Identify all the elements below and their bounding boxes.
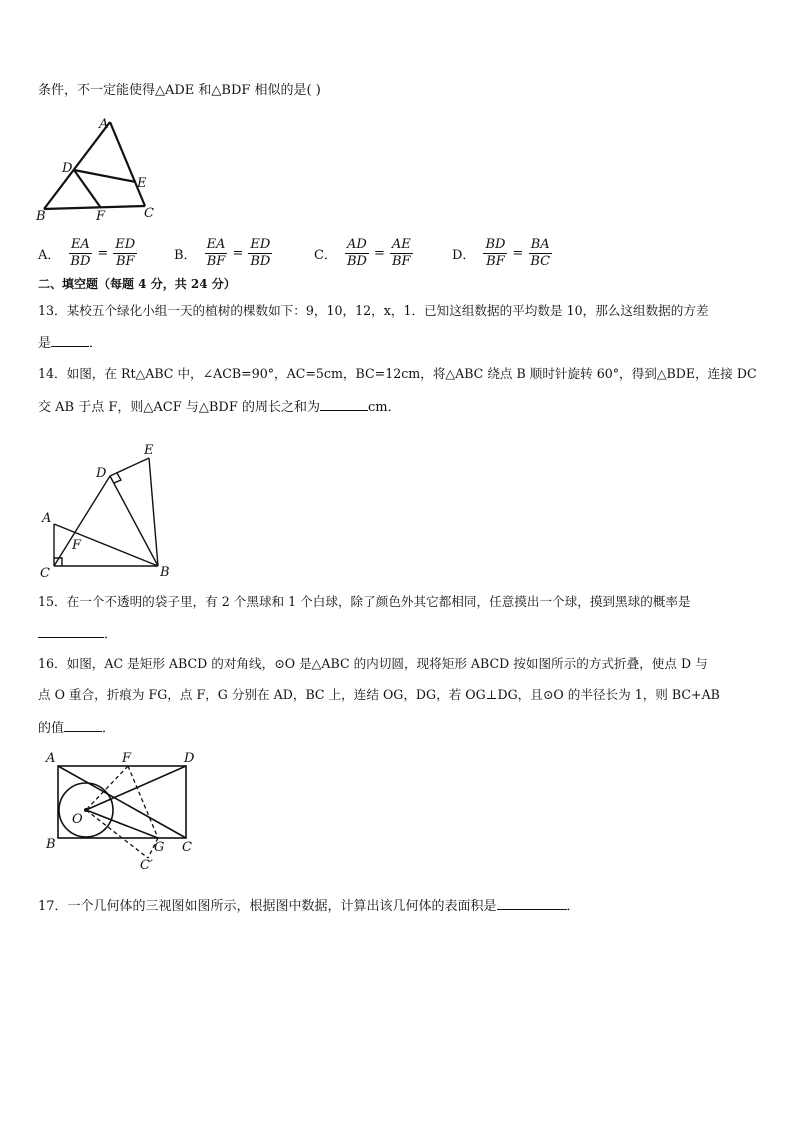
q13-line2-after: ．	[89, 336, 103, 351]
q16-dashed-fo	[86, 766, 128, 810]
q14-line1: 14．如图，在 Rt△ABC 中，∠ACB=90°，AC=5cm，BC=12cm，将△ABC 绕点 B 顺时针旋转 60°，得到△BDE，连接 DC	[38, 366, 757, 381]
q16-label-b: B	[46, 837, 56, 852]
q12-option-b-right-frac	[248, 237, 272, 270]
q12-label-b: B	[36, 209, 46, 224]
q16-label-g: G	[154, 840, 165, 855]
q12-option-c-equals: =	[373, 245, 385, 261]
q12-option-d-right-frac	[528, 237, 552, 270]
q12-option-d-left-frac	[483, 237, 507, 270]
q12-stem: 条件，不一定能使得△ADE 和△BDF 相似的是( )	[38, 83, 321, 98]
q12-label-a: A	[99, 117, 109, 132]
q12-option-b[interactable]	[174, 233, 272, 273]
q16-label-a: A	[46, 751, 56, 766]
q12-side-bc	[44, 206, 145, 209]
q12-option-d-left-num: BD	[485, 236, 506, 252]
q14-segment-dc	[54, 476, 110, 566]
q14-figure	[36, 440, 178, 580]
q12-option-d-left-den: BF	[486, 253, 505, 269]
q12-option-d-letter: D．	[452, 247, 476, 263]
q12-side-ab	[44, 122, 110, 209]
q16-answer-blank[interactable]	[64, 717, 102, 732]
q14-answer-blank[interactable]	[320, 396, 368, 411]
q14-side-de	[110, 458, 149, 476]
q16-diagonal-ac	[58, 766, 186, 838]
q15-answer-blank[interactable]	[38, 623, 104, 638]
q12-option-b-letter: B．	[174, 247, 197, 263]
q12-options	[38, 233, 598, 273]
q12-option-a-right-num: ED	[115, 236, 136, 252]
q12-option-a-equals: =	[97, 245, 109, 261]
q14-label-a: A	[42, 511, 52, 526]
q16-line3-after: ．	[102, 721, 116, 736]
q17-line1-after: ．	[566, 899, 580, 914]
q12-option-a-right-frac	[113, 237, 137, 270]
q12-segment-df	[74, 170, 101, 208]
q12-option-b-right-den: BD	[250, 253, 271, 269]
q14-label-d: D	[96, 466, 107, 481]
q12-label-f: F	[96, 209, 106, 224]
q14-label-e: E	[144, 443, 154, 458]
q16-line2: 点 O 重合，折痕为 FG，点 F，G 分别在 AD，BC 上，连结 OG，DG，若 OG⊥DG，且⊙O 的半径长为 1，则 BC+AB	[38, 687, 720, 702]
q12-option-a-left-den: BD	[70, 253, 91, 269]
q16-label-f: F	[122, 751, 132, 766]
q16-label-d: D	[184, 751, 195, 766]
q17-answer-blank[interactable]	[497, 895, 567, 910]
q13-line1: 13．某校五个绿化小组一天的植树的棵数如下：9，10，12，x，1．已知这组数据的平均数是 10，那么这组数据的方差	[38, 303, 709, 318]
q12-option-c-right-den: BF	[392, 253, 411, 269]
q14-label-f: F	[72, 538, 82, 553]
q12-option-a[interactable]	[38, 233, 137, 273]
q12-option-b-right-num: ED	[250, 236, 271, 252]
q17-line1-before: 17．一个几何体的三视图如图所示，根据图中数据，计算出该几何体的表面积是	[38, 899, 497, 914]
q12-option-c-left-den: BD	[346, 253, 367, 269]
q12-side-ac	[110, 122, 145, 206]
q12-segment-de	[74, 170, 136, 182]
q14-side-be	[149, 458, 158, 566]
q16-fold-fg	[128, 766, 158, 838]
q12-option-c-right-frac	[390, 237, 413, 270]
q14-label-b: B	[160, 565, 170, 580]
q16-line3	[38, 717, 115, 738]
q12-option-b-left-den: BF	[206, 253, 226, 269]
q12-label-d: D	[62, 161, 73, 176]
q13-answer-blank[interactable]	[51, 332, 89, 347]
q12-option-b-left-frac	[205, 237, 228, 270]
q17-line1	[38, 895, 580, 916]
q14-side-ab	[54, 524, 158, 566]
q12-label-e: E	[137, 176, 147, 191]
q14-label-c: C	[40, 566, 50, 580]
q16-label-o: O	[72, 812, 83, 827]
q12-option-d-right-den: BC	[530, 253, 551, 269]
q12-option-c-left-frac	[345, 237, 369, 270]
q16-line3-before: 的值	[38, 721, 65, 736]
q12-label-c: C	[144, 206, 154, 221]
q16-label-c: C	[182, 840, 192, 855]
q13-line2	[38, 332, 102, 353]
q12-option-c-left-num: AD	[347, 236, 367, 252]
section-heading-fill-in: 二、填空题（每题 4 分，共 24 分）	[38, 277, 236, 291]
q12-option-d-equals: =	[512, 245, 524, 261]
q16-line1: 16．如图，AC 是矩形 ABCD 的对角线，⊙O 是△ABC 的内切圆，现将矩形 ABCD 按如图所示的方式折叠，使点 D 与	[38, 656, 708, 671]
q12-option-a-left-num: EA	[70, 236, 90, 252]
q12-option-c-right-num: AE	[391, 236, 411, 252]
q12-option-a-left-frac	[68, 237, 92, 270]
q12-option-a-right-den: BF	[115, 253, 135, 269]
q16-dashed-oc-prime	[86, 810, 148, 858]
q14-line2-before: 交 AB 于点 F，则△ACF 与△BDF 的周长之和为	[38, 400, 320, 415]
q15-line2-after: ．	[104, 627, 118, 642]
q14-side-bd	[110, 476, 158, 566]
q12-option-b-left-num: EA	[206, 236, 226, 252]
q12-option-c-letter: C．	[314, 247, 337, 263]
q16-segment-og	[86, 810, 158, 838]
q12-option-b-equals: =	[232, 245, 244, 261]
q12-option-a-letter: A．	[38, 247, 61, 263]
q12-option-d-right-num: BA	[530, 236, 550, 252]
q12-option-c[interactable]	[314, 233, 413, 273]
q12-figure	[32, 112, 167, 224]
q14-right-angle-d	[114, 473, 121, 483]
q16-center-o-dot	[84, 808, 88, 812]
q13-line2-before: 是	[38, 336, 52, 351]
q16-label-c-prime: C′	[140, 858, 153, 873]
q15-line2	[38, 623, 117, 644]
q12-option-d[interactable]	[452, 233, 552, 273]
q14-line2-after: cm．	[367, 400, 401, 415]
q16-figure	[42, 748, 208, 874]
q15-line1: 15．在一个不透明的袋子里，有 2 个黑球和 1 个白球，除了颜色外其它都相同，任意摸出一个球，摸到黑球的概率是	[38, 594, 691, 609]
q14-line2	[38, 396, 401, 417]
